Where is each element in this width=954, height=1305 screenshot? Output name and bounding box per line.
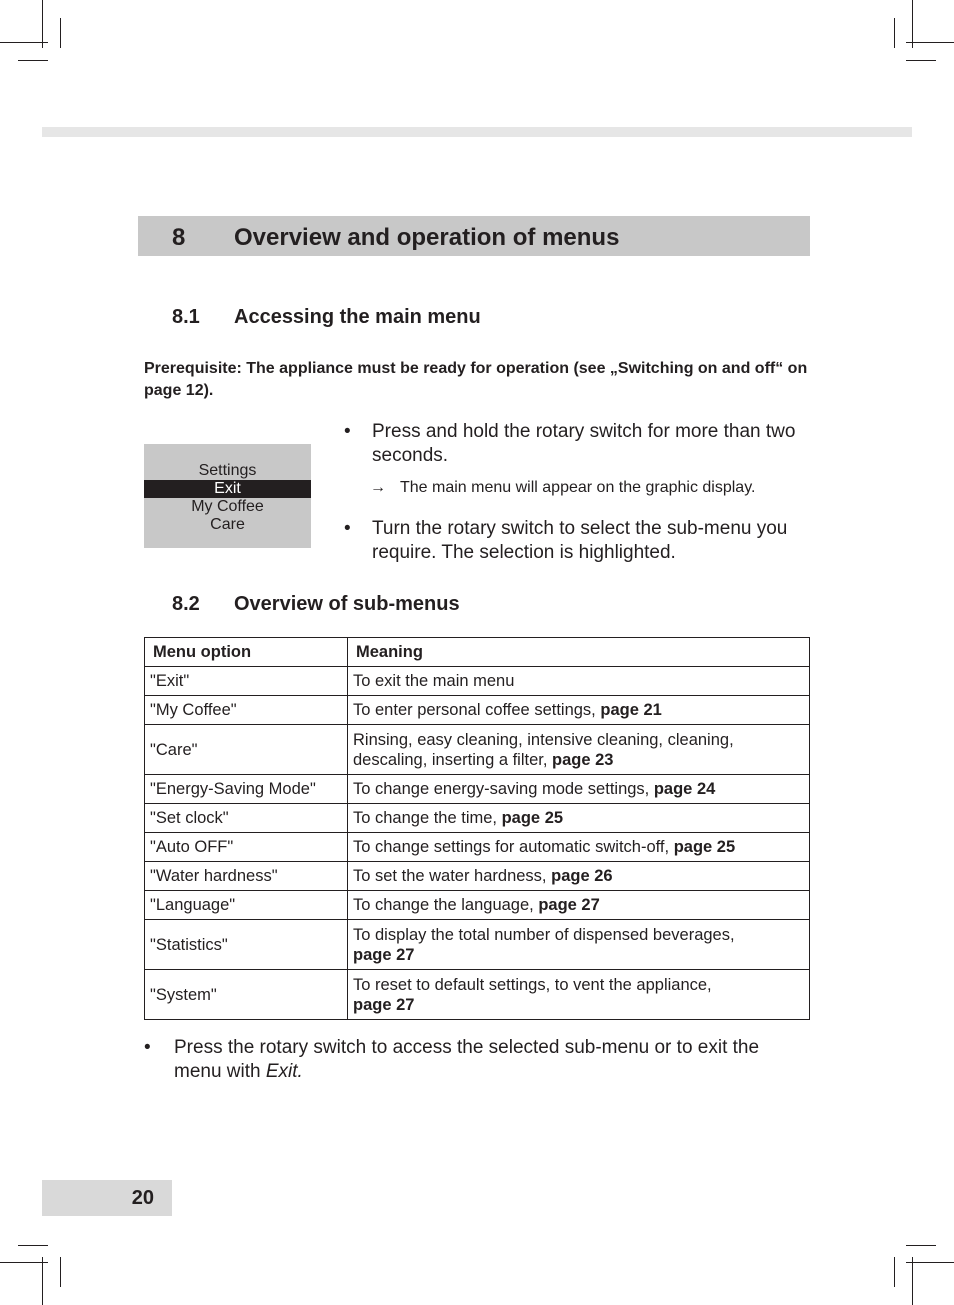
display-menu-item: Settings xyxy=(198,462,257,479)
menu-option: "Language" xyxy=(145,891,348,920)
menu-meaning: To set the water hardness, page 26 xyxy=(348,862,810,891)
menu-meaning: To change energy-saving mode settings, page 24 xyxy=(348,775,810,804)
table-row xyxy=(145,725,810,775)
page-reference: page 27 xyxy=(538,896,600,914)
header-bar xyxy=(42,127,912,137)
menu-option: "My Coffee" xyxy=(145,696,348,725)
crop-mark xyxy=(0,1262,48,1263)
section-number: 8.2 xyxy=(172,593,200,615)
menu-option: "Auto OFF" xyxy=(145,833,348,862)
display-menu-item-selected: Exit xyxy=(144,480,311,498)
table-row xyxy=(145,775,810,804)
crop-mark xyxy=(906,1245,936,1246)
column-header: Menu option xyxy=(145,638,348,667)
crop-mark xyxy=(912,1257,913,1305)
bullet-symbol: • xyxy=(144,1037,151,1058)
menu-option: "Water hardness" xyxy=(145,862,348,891)
crop-mark xyxy=(894,18,895,48)
page-reference: page 27 xyxy=(353,945,415,964)
step-text: Press and hold the rotary switch for more than two seconds. xyxy=(372,421,796,466)
crop-mark xyxy=(60,18,61,48)
menu-option: "Exit" xyxy=(145,667,348,696)
page-reference: page 26 xyxy=(551,867,613,885)
table-row xyxy=(145,891,810,920)
crop-mark xyxy=(18,60,48,61)
menu-option: "Care" xyxy=(145,725,348,775)
section-title: Accessing the main menu xyxy=(234,306,481,328)
display-menu-item: My Coffee xyxy=(191,498,264,515)
bullet-symbol: • xyxy=(344,518,351,539)
menu-meaning: To enter personal coffee settings, page 21 xyxy=(348,696,810,725)
display-menu-item: Care xyxy=(210,516,245,533)
page-number: 20 xyxy=(131,1187,154,1209)
table-row xyxy=(145,696,810,725)
chapter-title: Overview and operation of menus xyxy=(234,224,620,251)
menu-option: "System" xyxy=(145,970,348,1020)
section-title: Overview of sub-menus xyxy=(234,593,460,615)
submenu-table xyxy=(144,637,810,1020)
page-reference: page 23 xyxy=(552,750,614,769)
page-reference: page 25 xyxy=(501,809,564,827)
menu-meaning: To change the time, page 25 xyxy=(348,804,810,833)
graphic-display xyxy=(144,444,311,548)
table-row xyxy=(145,862,810,891)
crop-mark xyxy=(42,0,43,48)
page-reference: page 25 xyxy=(673,838,736,856)
menu-option: "Energy-Saving Mode" xyxy=(145,775,348,804)
step-text: Turn the rotary switch to select the sub-menu you require. The selection is highlighted. xyxy=(372,518,788,563)
table-row xyxy=(145,920,810,970)
prerequisite-note: Prerequisite: The appliance must be ready for operation (see „Switching on and off“ on page 12). xyxy=(144,360,808,399)
page-number-box xyxy=(42,1180,172,1216)
crop-mark xyxy=(906,60,936,61)
crop-mark xyxy=(906,42,954,43)
menu-option: "Statistics" xyxy=(145,920,348,970)
table-row xyxy=(145,833,810,862)
table-header-row xyxy=(145,638,810,667)
crop-mark xyxy=(906,1262,954,1263)
crop-mark xyxy=(912,0,913,48)
table-row xyxy=(145,970,810,1020)
crop-mark xyxy=(60,1257,61,1287)
menu-meaning: To reset to default settings, to vent the appliance, page 27 xyxy=(348,970,810,1020)
exit-emphasis: Exit. xyxy=(265,1061,303,1082)
menu-meaning: Rinsing, easy cleaning, intensive cleaning, cleaning, descaling, inserting a filter, page 23 xyxy=(348,725,810,775)
chapter-heading xyxy=(138,216,810,256)
menu-option: "Set clock" xyxy=(145,804,348,833)
table-row xyxy=(145,667,810,696)
menu-meaning: To change settings for automatic switch-off, page 25 xyxy=(348,833,810,862)
crop-mark xyxy=(18,1245,48,1246)
page-reference: page 24 xyxy=(653,780,716,798)
page-reference: page 21 xyxy=(600,701,662,719)
menu-meaning: To exit the main menu xyxy=(348,667,810,696)
crop-mark xyxy=(894,1257,895,1287)
menu-meaning: To change the language, page 27 xyxy=(348,891,810,920)
section-number: 8.1 xyxy=(172,306,200,328)
menu-meaning: To display the total number of dispensed beverages, page 27 xyxy=(348,920,810,970)
column-header: Meaning xyxy=(348,638,810,667)
crop-mark xyxy=(42,1257,43,1305)
crop-mark xyxy=(0,42,48,43)
page-reference: page 27 xyxy=(353,995,415,1014)
step-text: Press the rotary switch to access the selected sub-menu or to exit the menu with Exit. xyxy=(174,1037,760,1082)
bullet-symbol: • xyxy=(344,421,351,442)
table-row xyxy=(145,804,810,833)
chapter-number: 8 xyxy=(172,224,186,251)
result-text: The main menu will appear on the graphic display. xyxy=(400,479,756,496)
arrow-icon: → xyxy=(370,479,386,496)
